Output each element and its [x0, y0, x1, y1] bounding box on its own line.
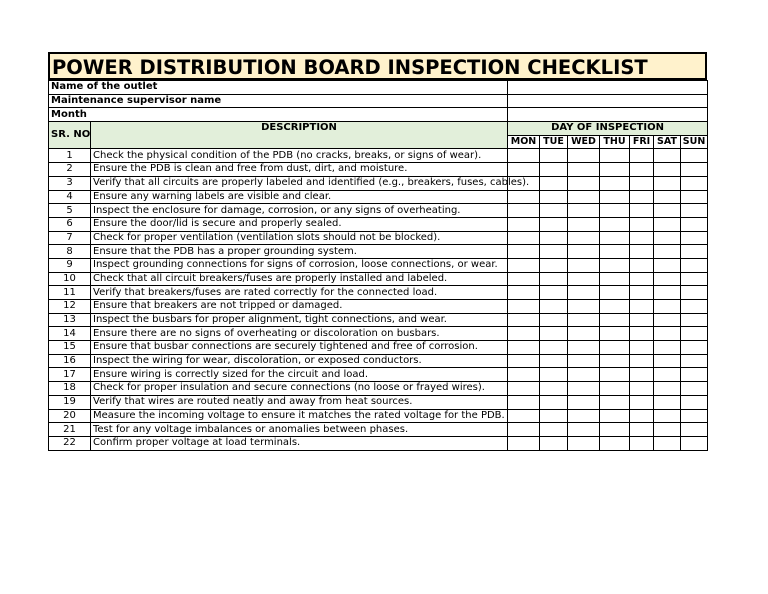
check-cell-mon[interactable] [508, 409, 540, 423]
item-description-cell [91, 149, 508, 163]
item-description-cell [91, 231, 508, 245]
item-number: 1 [49, 149, 91, 163]
sr-no-header: SR. NO [49, 122, 91, 149]
check-cell-sat[interactable] [654, 190, 681, 204]
check-cell-thu[interactable] [600, 163, 630, 177]
check-cell-tue[interactable] [540, 163, 568, 177]
table-row [49, 313, 708, 327]
check-cell-fri[interactable] [630, 382, 654, 396]
check-cell-sat[interactable] [654, 354, 681, 368]
supervisor-label: Maintenance supervisor name [49, 94, 508, 108]
check-cell-thu[interactable] [600, 245, 630, 259]
item-description-cell [91, 176, 530, 190]
check-cell-sat[interactable] [654, 313, 681, 327]
check-cell-thu[interactable] [600, 395, 630, 409]
item-description-cell [91, 272, 508, 286]
check-cell-fri[interactable] [630, 327, 654, 341]
item-description-cell [91, 341, 508, 355]
check-cell-sat[interactable] [654, 286, 681, 300]
check-cell-thu[interactable] [600, 258, 630, 272]
check-cell-sun[interactable] [681, 382, 708, 396]
check-cell-sat[interactable] [654, 204, 681, 218]
check-cell-mon[interactable] [508, 341, 540, 355]
check-cell-mon[interactable] [508, 258, 540, 272]
check-cell-tue[interactable] [540, 368, 568, 382]
check-cell-wed[interactable] [568, 395, 600, 409]
item-description: Measure the incoming voltage to ensure it matches the rated voltage for the PDB. [93, 409, 505, 421]
table-row [49, 231, 708, 245]
check-cell-sun[interactable] [681, 341, 708, 355]
day-of-inspection-header: DAY OF INSPECTION [508, 122, 708, 136]
check-cell-tue[interactable] [540, 395, 568, 409]
check-cell-fri[interactable] [630, 245, 654, 259]
check-cell-wed[interactable] [568, 204, 600, 218]
check-cell-tue[interactable] [540, 354, 568, 368]
check-cell-sun[interactable] [681, 368, 708, 382]
table-row [49, 217, 708, 231]
check-cell-mon[interactable] [508, 245, 540, 259]
item-description: Ensure any warning labels are visible and clear. [93, 190, 332, 202]
item-description: Verify that wires are routed neatly and away from heat sources. [93, 396, 413, 408]
check-cell-fri[interactable] [630, 368, 654, 382]
check-cell-sat[interactable] [654, 327, 681, 341]
item-description-cell [91, 300, 508, 314]
check-cell-sat[interactable] [654, 272, 681, 286]
table-row [49, 258, 708, 272]
item-number: 18 [49, 382, 91, 396]
item-number: 8 [49, 245, 91, 259]
check-cell-wed[interactable] [568, 163, 600, 177]
check-cell-mon[interactable] [508, 190, 540, 204]
check-cell-thu[interactable] [600, 341, 630, 355]
month-value-cell[interactable] [508, 108, 708, 122]
check-cell-wed[interactable] [568, 258, 600, 272]
check-cell-mon[interactable] [508, 327, 540, 341]
item-description: Ensure that the PDB has a proper grounding system. [93, 245, 357, 257]
item-number: 9 [49, 258, 91, 272]
check-cell-thu[interactable] [600, 190, 630, 204]
check-cell-wed[interactable] [568, 341, 600, 355]
check-cell-thu[interactable] [600, 423, 630, 437]
check-cell-sun[interactable] [681, 245, 708, 259]
item-number: 16 [49, 354, 91, 368]
item-number: 10 [49, 272, 91, 286]
item-description-cell [91, 190, 508, 204]
table-row [49, 382, 708, 396]
item-number: 22 [49, 436, 91, 450]
check-cell-mon[interactable] [508, 231, 540, 245]
check-cell-thu[interactable] [600, 409, 630, 423]
check-cell-mon[interactable] [508, 436, 540, 450]
check-cell-thu[interactable] [600, 231, 630, 245]
check-cell-mon[interactable] [508, 368, 540, 382]
check-cell-wed[interactable] [568, 149, 600, 163]
check-cell-sun[interactable] [681, 163, 708, 177]
check-cell-tue[interactable] [540, 286, 568, 300]
check-cell-fri[interactable] [630, 341, 654, 355]
check-cell-fri[interactable] [630, 204, 654, 218]
table-row [49, 341, 708, 355]
check-cell-sat[interactable] [654, 217, 681, 231]
item-number: 13 [49, 313, 91, 327]
check-cell-thu[interactable] [600, 176, 630, 190]
item-description: Verify that breakers/fuses are rated correctly for the connected load. [93, 286, 438, 298]
check-cell-sun[interactable] [681, 204, 708, 218]
item-description: Check that all circuit breakers/fuses are properly installed and labeled. [93, 272, 448, 284]
item-number: 5 [49, 204, 91, 218]
table-row [49, 300, 708, 314]
check-cell-wed[interactable] [568, 327, 600, 341]
item-description-cell [91, 313, 508, 327]
check-cell-tue[interactable] [540, 258, 568, 272]
item-number: 2 [49, 163, 91, 177]
description-header: DESCRIPTION [91, 122, 508, 149]
check-cell-wed[interactable] [568, 217, 600, 231]
item-description: Inspect the wiring for wear, discoloration, or exposed conductors. [93, 355, 422, 367]
check-cell-fri[interactable] [630, 258, 654, 272]
check-cell-fri[interactable] [630, 217, 654, 231]
item-number: 14 [49, 327, 91, 341]
table-row [49, 149, 708, 163]
outlet-label: Name of the outlet [49, 81, 508, 95]
check-cell-wed[interactable] [568, 286, 600, 300]
check-cell-wed[interactable] [568, 272, 600, 286]
item-description: Ensure wiring is correctly sized for the circuit and load. [93, 368, 369, 380]
outlet-row [49, 81, 708, 95]
check-cell-wed[interactable] [568, 436, 600, 450]
check-cell-sun[interactable] [681, 217, 708, 231]
item-description: Check the physical condition of the PDB (no cracks, breaks, or signs of wear). [93, 149, 482, 161]
table-row [49, 327, 708, 341]
check-cell-thu[interactable] [600, 327, 630, 341]
item-description: Ensure there are no signs of overheating or discoloration on busbars. [93, 327, 440, 339]
check-cell-tue[interactable] [540, 176, 568, 190]
item-description-cell [91, 423, 508, 437]
check-cell-mon[interactable] [508, 313, 540, 327]
check-cell-wed[interactable] [568, 368, 600, 382]
check-cell-wed[interactable] [568, 354, 600, 368]
item-number: 17 [49, 368, 91, 382]
check-cell-wed[interactable] [568, 231, 600, 245]
check-cell-tue[interactable] [540, 341, 568, 355]
item-description: Inspect the enclosure for damage, corrosion, or any signs of overheating. [93, 204, 461, 216]
item-description: Ensure the PDB is clean and free from dust, dirt, and moisture. [93, 163, 408, 175]
item-description: Confirm proper voltage at load terminals. [93, 437, 301, 449]
checklist-table [48, 80, 708, 451]
check-cell-sat[interactable] [654, 436, 681, 450]
item-description-cell [91, 382, 508, 396]
item-number: 15 [49, 341, 91, 355]
check-cell-wed[interactable] [568, 382, 600, 396]
check-cell-thu[interactable] [600, 217, 630, 231]
check-cell-sat[interactable] [654, 300, 681, 314]
check-cell-thu[interactable] [600, 354, 630, 368]
check-cell-fri[interactable] [630, 231, 654, 245]
check-cell-fri[interactable] [630, 163, 654, 177]
check-cell-sun[interactable] [681, 272, 708, 286]
check-cell-sun[interactable] [681, 423, 708, 437]
check-cell-sun[interactable] [681, 313, 708, 327]
check-cell-tue[interactable] [540, 327, 568, 341]
item-number: 21 [49, 423, 91, 437]
check-cell-mon[interactable] [508, 163, 540, 177]
check-cell-fri[interactable] [630, 300, 654, 314]
month-row [49, 108, 708, 122]
item-description-cell [91, 258, 508, 272]
day-header-fri: FRI [630, 135, 654, 149]
item-description: Check for proper ventilation (ventilation slots should not be blocked). [93, 231, 441, 243]
outlet-value-cell[interactable] [508, 81, 708, 95]
check-cell-thu[interactable] [600, 286, 630, 300]
check-cell-fri[interactable] [630, 176, 654, 190]
table-row [49, 436, 708, 450]
check-cell-thu[interactable] [600, 368, 630, 382]
check-cell-wed[interactable] [568, 190, 600, 204]
check-cell-mon[interactable] [508, 300, 540, 314]
check-cell-fri[interactable] [630, 395, 654, 409]
check-cell-wed[interactable] [568, 409, 600, 423]
check-cell-tue[interactable] [540, 231, 568, 245]
check-cell-mon[interactable] [508, 395, 540, 409]
item-description: Ensure that breakers are not tripped or damaged. [93, 300, 343, 312]
item-description: Verify that all circuits are properly labeled and identified (e.g., breakers, fuses, cables). [93, 177, 530, 189]
check-cell-sun[interactable] [681, 286, 708, 300]
check-cell-sun[interactable] [681, 354, 708, 368]
table-row [49, 395, 708, 409]
item-description: Inspect the busbars for proper alignment, tight connections, and wear. [93, 314, 447, 326]
table-row [49, 204, 708, 218]
item-description-cell [91, 163, 508, 177]
check-cell-wed[interactable] [568, 245, 600, 259]
check-cell-fri[interactable] [630, 272, 654, 286]
check-cell-sun[interactable] [681, 190, 708, 204]
item-number: 19 [49, 395, 91, 409]
check-cell-sat[interactable] [654, 245, 681, 259]
day-header-mon: MON [508, 135, 540, 149]
check-cell-tue[interactable] [540, 300, 568, 314]
check-cell-tue[interactable] [540, 245, 568, 259]
table-row [49, 286, 708, 300]
check-cell-wed[interactable] [568, 176, 600, 190]
check-cell-sun[interactable] [681, 409, 708, 423]
item-description-cell [91, 436, 508, 450]
item-description-cell [91, 409, 508, 423]
table-row [49, 190, 708, 204]
check-cell-sun[interactable] [681, 149, 708, 163]
table-row [49, 272, 708, 286]
check-cell-tue[interactable] [540, 204, 568, 218]
supervisor-value-cell[interactable] [508, 94, 708, 108]
day-header-sat: SAT [654, 135, 681, 149]
item-number: 11 [49, 286, 91, 300]
day-header-wed: WED [568, 135, 600, 149]
check-cell-tue[interactable] [540, 149, 568, 163]
supervisor-row [49, 94, 708, 108]
table-row [49, 423, 708, 437]
check-cell-fri[interactable] [630, 423, 654, 437]
check-cell-sat[interactable] [654, 423, 681, 437]
item-description-cell [91, 354, 508, 368]
check-cell-mon[interactable] [508, 272, 540, 286]
check-cell-fri[interactable] [630, 286, 654, 300]
check-cell-fri[interactable] [630, 149, 654, 163]
day-header-sun: SUN [681, 135, 708, 149]
check-cell-sun[interactable] [681, 395, 708, 409]
check-cell-sat[interactable] [654, 258, 681, 272]
table-row [49, 409, 708, 423]
item-number: 12 [49, 300, 91, 314]
check-cell-sat[interactable] [654, 149, 681, 163]
item-description-cell [91, 204, 508, 218]
check-cell-fri[interactable] [630, 409, 654, 423]
table-row [49, 176, 708, 190]
header-row [49, 122, 708, 136]
checklist-title: POWER DISTRIBUTION BOARD INSPECTION CHECKLIST [48, 52, 707, 80]
check-cell-sat[interactable] [654, 231, 681, 245]
check-cell-sat[interactable] [654, 341, 681, 355]
check-cell-fri[interactable] [630, 313, 654, 327]
check-cell-mon[interactable] [508, 382, 540, 396]
item-description-cell [91, 327, 508, 341]
item-description-cell [91, 395, 508, 409]
item-number: 6 [49, 217, 91, 231]
item-description: Check for proper insulation and secure connections (no loose or frayed wires). [93, 382, 485, 394]
item-number: 4 [49, 190, 91, 204]
check-cell-fri[interactable] [630, 354, 654, 368]
check-cell-mon[interactable] [508, 286, 540, 300]
check-cell-tue[interactable] [540, 190, 568, 204]
check-cell-sun[interactable] [681, 176, 708, 190]
check-cell-sun[interactable] [681, 327, 708, 341]
item-description: Ensure that busbar connections are securely tightened and free of corrosion. [93, 341, 478, 353]
day-header-thu: THU [600, 135, 630, 149]
table-row [49, 368, 708, 382]
check-cell-thu[interactable] [600, 300, 630, 314]
check-cell-wed[interactable] [568, 313, 600, 327]
check-cell-mon[interactable] [508, 149, 540, 163]
check-cell-sat[interactable] [654, 368, 681, 382]
check-cell-fri[interactable] [630, 436, 654, 450]
check-cell-thu[interactable] [600, 272, 630, 286]
check-cell-tue[interactable] [540, 382, 568, 396]
checklist-sheet [48, 52, 707, 451]
day-header-tue: TUE [540, 135, 568, 149]
check-cell-sun[interactable] [681, 436, 708, 450]
check-cell-thu[interactable] [600, 436, 630, 450]
check-cell-tue[interactable] [540, 217, 568, 231]
check-cell-fri[interactable] [630, 190, 654, 204]
check-cell-thu[interactable] [600, 149, 630, 163]
check-cell-wed[interactable] [568, 423, 600, 437]
item-description: Test for any voltage imbalances or anomalies between phases. [93, 423, 409, 435]
table-row [49, 354, 708, 368]
check-cell-sat[interactable] [654, 395, 681, 409]
check-cell-sat[interactable] [654, 382, 681, 396]
item-description-cell [91, 245, 508, 259]
table-row [49, 245, 708, 259]
check-cell-sat[interactable] [654, 176, 681, 190]
check-cell-sat[interactable] [654, 163, 681, 177]
check-cell-thu[interactable] [600, 382, 630, 396]
check-cell-thu[interactable] [600, 204, 630, 218]
item-description-cell [91, 368, 508, 382]
check-cell-tue[interactable] [540, 272, 568, 286]
check-cell-tue[interactable] [540, 423, 568, 437]
check-cell-sat[interactable] [654, 409, 681, 423]
item-description: Inspect grounding connections for signs of corrosion, loose connections, or wear. [93, 259, 498, 271]
check-cell-tue[interactable] [540, 409, 568, 423]
month-label: Month [49, 108, 508, 122]
check-cell-mon[interactable] [508, 204, 540, 218]
item-description: Ensure the door/lid is secure and properly sealed. [93, 218, 342, 230]
table-row [49, 163, 708, 177]
check-cell-tue[interactable] [540, 436, 568, 450]
item-number: 20 [49, 409, 91, 423]
item-number: 3 [49, 176, 91, 190]
item-description-cell [91, 217, 508, 231]
item-description-cell [91, 286, 508, 300]
check-cell-thu[interactable] [600, 313, 630, 327]
check-cell-sun[interactable] [681, 231, 708, 245]
check-cell-tue[interactable] [540, 313, 568, 327]
check-cell-mon[interactable] [508, 354, 540, 368]
check-cell-mon[interactable] [508, 217, 540, 231]
item-number: 7 [49, 231, 91, 245]
check-cell-wed[interactable] [568, 300, 600, 314]
check-cell-mon[interactable] [508, 423, 540, 437]
check-cell-sun[interactable] [681, 258, 708, 272]
check-cell-sun[interactable] [681, 300, 708, 314]
